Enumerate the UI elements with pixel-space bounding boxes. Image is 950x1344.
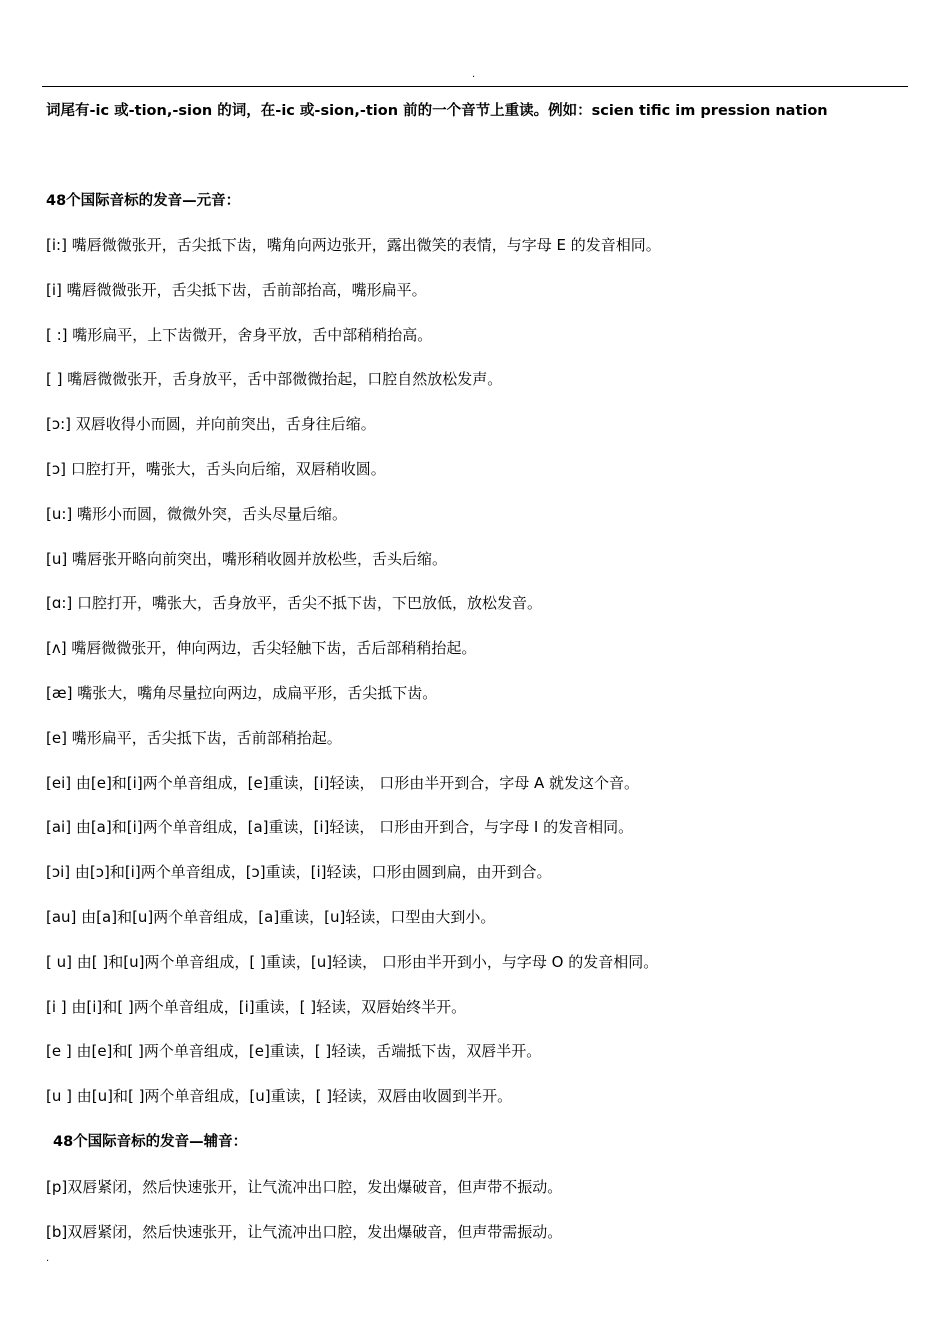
consonant-entry: [b]双唇紧闭，然后快速张开，让气流冲出口腔，发出爆破音，但声带需振动。	[46, 1223, 563, 1241]
vowel-entry: [i:] 嘴唇微微张开，舌尖抵下齿，嘴角向两边张开，露出微笑的表情，与字母 E 的发音相同。	[46, 236, 661, 254]
vowel-entry: [ɔ] 口腔打开，嘴张大，舌头向后缩，双唇稍收圆。	[46, 459, 386, 478]
vowel-entry: [æ] 嘴张大，嘴角尽量拉向两边，成扁平形，舌尖抵下齿。	[46, 683, 438, 702]
stress-rule-paragraph: 词尾有-ic 或-tion,-sion 的词，在-ic 或-sion,-tion 前的一个音节上重读。例如：scien tific im pression nation	[46, 103, 828, 119]
vowel-entry: [ɑ:] 口腔打开，嘴张大，舌身放平，舌尖不抵下齿，下巴放低，放松发音。	[46, 594, 543, 613]
consonants-heading: 48个国际音标的发音—辅音：	[53, 1134, 248, 1150]
diphthong-entry: [ɔi] 由[ɔ]和[i]两个单音组成，[ɔ]重读，[i]轻读，口形由圆到扁，由开到合。	[46, 863, 552, 882]
diphthong-entry: [ei] 由[e]和[i]两个单音组成，[e]重读，[i]轻读， 口形由半开到合，字母 A 就发这个音。	[46, 773, 640, 792]
header-rule	[42, 86, 908, 87]
vowel-list	[46, 233, 661, 1129]
vowel-entry: [ɔ:] 双唇收得小而圆，并向前突出，舌身往后缩。	[46, 415, 376, 434]
vowel-entry: [ʌ] 嘴唇微微张开，伸向两边，舌尖轻触下齿，舌后部稍稍抬起。	[46, 639, 477, 658]
vowels-heading: 48个国际音标的发音—元音：	[46, 193, 241, 209]
vowel-entry: [ :] 嘴形扁平，上下齿微开，舍身平放，舌中部稍稍抬高。	[46, 325, 433, 344]
vowel-entry: [e] 嘴形扁平，舌尖抵下齿，舌前部稍抬起。	[46, 728, 342, 747]
diphthong-entry: [e ] 由[e]和[ ]两个单音组成，[e]重读，[ ]轻读，舌端抵下齿，双唇半开。	[46, 1042, 542, 1061]
vowel-entry: [u] 嘴唇张开略向前突出，嘴形稍收圆并放松些，舌头后缩。	[46, 549, 447, 568]
diphthong-entry: [au] 由[a]和[u]两个单音组成，[a]重读，[u]轻读，口型由大到小。	[46, 907, 496, 926]
diphthong-entry: [u ] 由[u]和[ ]两个单音组成，[u]重读，[ ]轻读，双唇由收圆到半开。	[46, 1087, 513, 1106]
vowel-entry: [u:] 嘴形小而圆，微微外突，舌头尽量后缩。	[46, 504, 348, 523]
diphthong-entry: [ai] 由[a]和[i]两个单音组成，[a]重读，[i]轻读， 口形由开到合，与字母 I 的发音相同。	[46, 818, 634, 837]
consonant-list	[46, 1175, 562, 1265]
page-bottom-mark: .	[46, 1253, 50, 1264]
diphthong-entry: [i ] 由[i]和[ ]两个单音组成，[i]重读，[ ]轻读，双唇始终半开。	[46, 997, 467, 1016]
diphthong-entry: [ u] 由[ ]和[u]两个单音组成，[ ]重读，[u]轻读， 口形由半开到小，与字母 O 的发音相同。	[46, 952, 659, 971]
consonant-entry: [p]双唇紧闭，然后快速张开，让气流冲出口腔，发出爆破音，但声带不振动。	[46, 1178, 563, 1196]
vowel-entry: [i] 嘴唇微微张开，舌尖抵下齿，舌前部抬高，嘴形扁平。	[46, 280, 427, 299]
vowel-entry: [ ] 嘴唇微微张开，舌身放平，舌中部微微抬起，口腔自然放松发声。	[46, 370, 503, 389]
page-top-mark: .	[472, 69, 476, 80]
